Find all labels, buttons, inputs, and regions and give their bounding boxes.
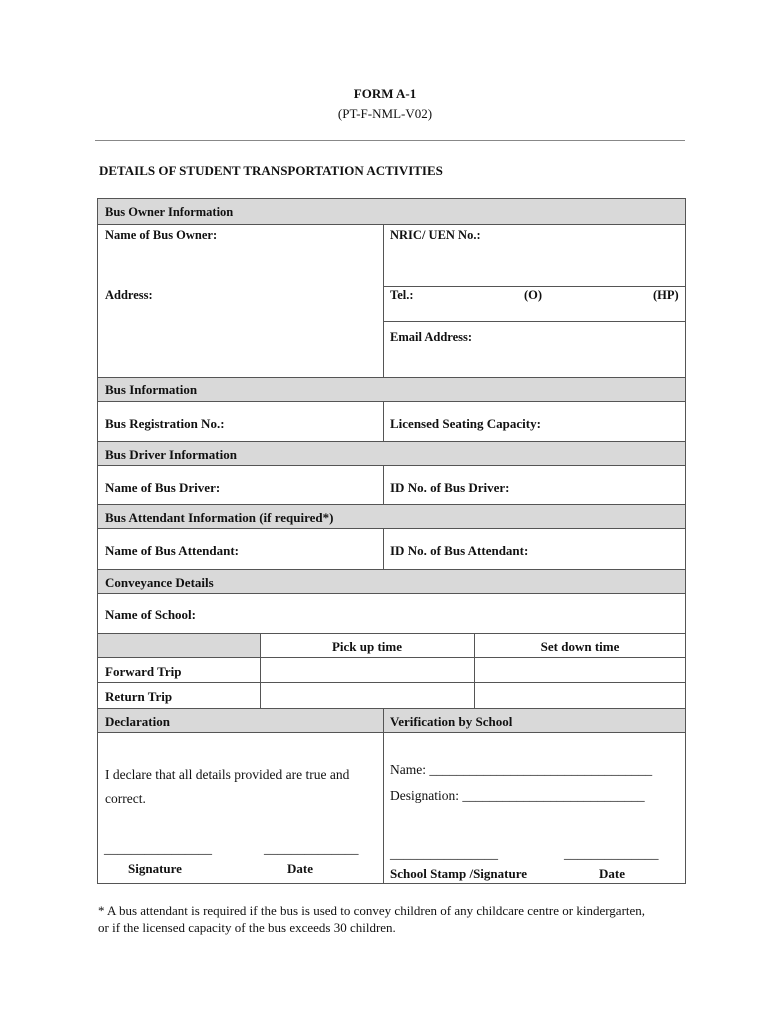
column-line [383, 465, 384, 504]
row-line [97, 224, 686, 225]
row-line [97, 657, 686, 658]
conveyance-heading: Conveyance Details [105, 575, 214, 590]
row-line [97, 377, 686, 378]
row-line [97, 633, 686, 634]
verification-heading: Verification by School [390, 714, 513, 729]
declaration-date-line: ______________ [264, 841, 359, 856]
section-heading: DETAILS OF STUDENT TRANSPORTATION ACTIVITIES [99, 163, 443, 178]
declaration-text-line1: I declare that all details provided are true and [105, 767, 350, 782]
row-line [97, 465, 686, 466]
address-label: Address: [105, 288, 153, 302]
row-line [97, 593, 686, 594]
row-line [383, 286, 686, 287]
nric-label: NRIC/ UEN No.: [390, 228, 481, 242]
bus-registration-label: Bus Registration No.: [105, 416, 225, 431]
row-line [383, 321, 686, 322]
row-line [97, 441, 686, 442]
bus-owner-heading: Bus Owner Information [105, 205, 234, 219]
verification-designation-field: Designation: ___________________________ [390, 788, 645, 803]
return-trip-label: Return Trip [105, 689, 173, 704]
row-line [97, 569, 686, 570]
footnote-line2: or if the licensed capacity of the bus exceeds 30 children. [98, 920, 396, 935]
school-name-label: Name of School: [105, 607, 196, 622]
form-title: FORM A-1 [353, 86, 417, 101]
bus-owner-name-label: Name of Bus Owner: [105, 228, 218, 242]
stamp-line: ________________ [390, 846, 498, 861]
row-line [97, 732, 686, 733]
driver-id-label: ID No. of Bus Driver: [390, 480, 510, 495]
seating-capacity-label: Licensed Seating Capacity: [390, 416, 541, 431]
driver-name-label: Name of Bus Driver: [105, 480, 221, 495]
row-line [97, 682, 686, 683]
pickup-time-header: Pick up time [331, 639, 403, 654]
footnote-line1: * A bus attendant is required if the bus is used to convey children of any childcare centre or kindergarten, [98, 903, 646, 918]
row-line [97, 504, 686, 505]
email-label: Email Address: [390, 330, 473, 344]
driver-heading: Bus Driver Information [105, 447, 237, 462]
attendant-name-label: Name of Bus Attendant: [105, 543, 239, 558]
declaration-heading: Declaration [105, 714, 170, 729]
stamp-label: School Stamp /Signature [390, 866, 528, 881]
tel-hp-label: (HP) [653, 288, 679, 302]
column-line [383, 708, 384, 884]
form-code: (PT-F-NML-V02) [337, 106, 433, 121]
verification-date-line: ______________ [564, 846, 659, 861]
row-line [97, 528, 686, 529]
declaration-date-label: Date [287, 861, 313, 876]
attendant-heading: Bus Attendant Information (if required*) [105, 510, 334, 525]
column-line [383, 528, 384, 569]
tel-label: Tel.: [390, 288, 414, 302]
column-line [383, 401, 384, 441]
column-line [383, 224, 384, 377]
signature-line: ________________ [104, 841, 212, 856]
row-line [97, 708, 686, 709]
attendant-id-label: ID No. of Bus Attendant: [390, 543, 529, 558]
forward-trip-label: Forward Trip [105, 664, 182, 679]
bus-info-heading: Bus Information [105, 382, 198, 397]
setdown-time-header: Set down time [540, 639, 620, 654]
verification-name-field: Name: _________________________________ [390, 762, 653, 777]
row-line [97, 401, 686, 402]
declaration-text-line2: correct. [105, 791, 146, 806]
tel-office-label: (O) [524, 288, 543, 302]
signature-label: Signature [128, 861, 182, 876]
header-divider [95, 140, 685, 141]
verification-date-label: Date [599, 866, 625, 881]
